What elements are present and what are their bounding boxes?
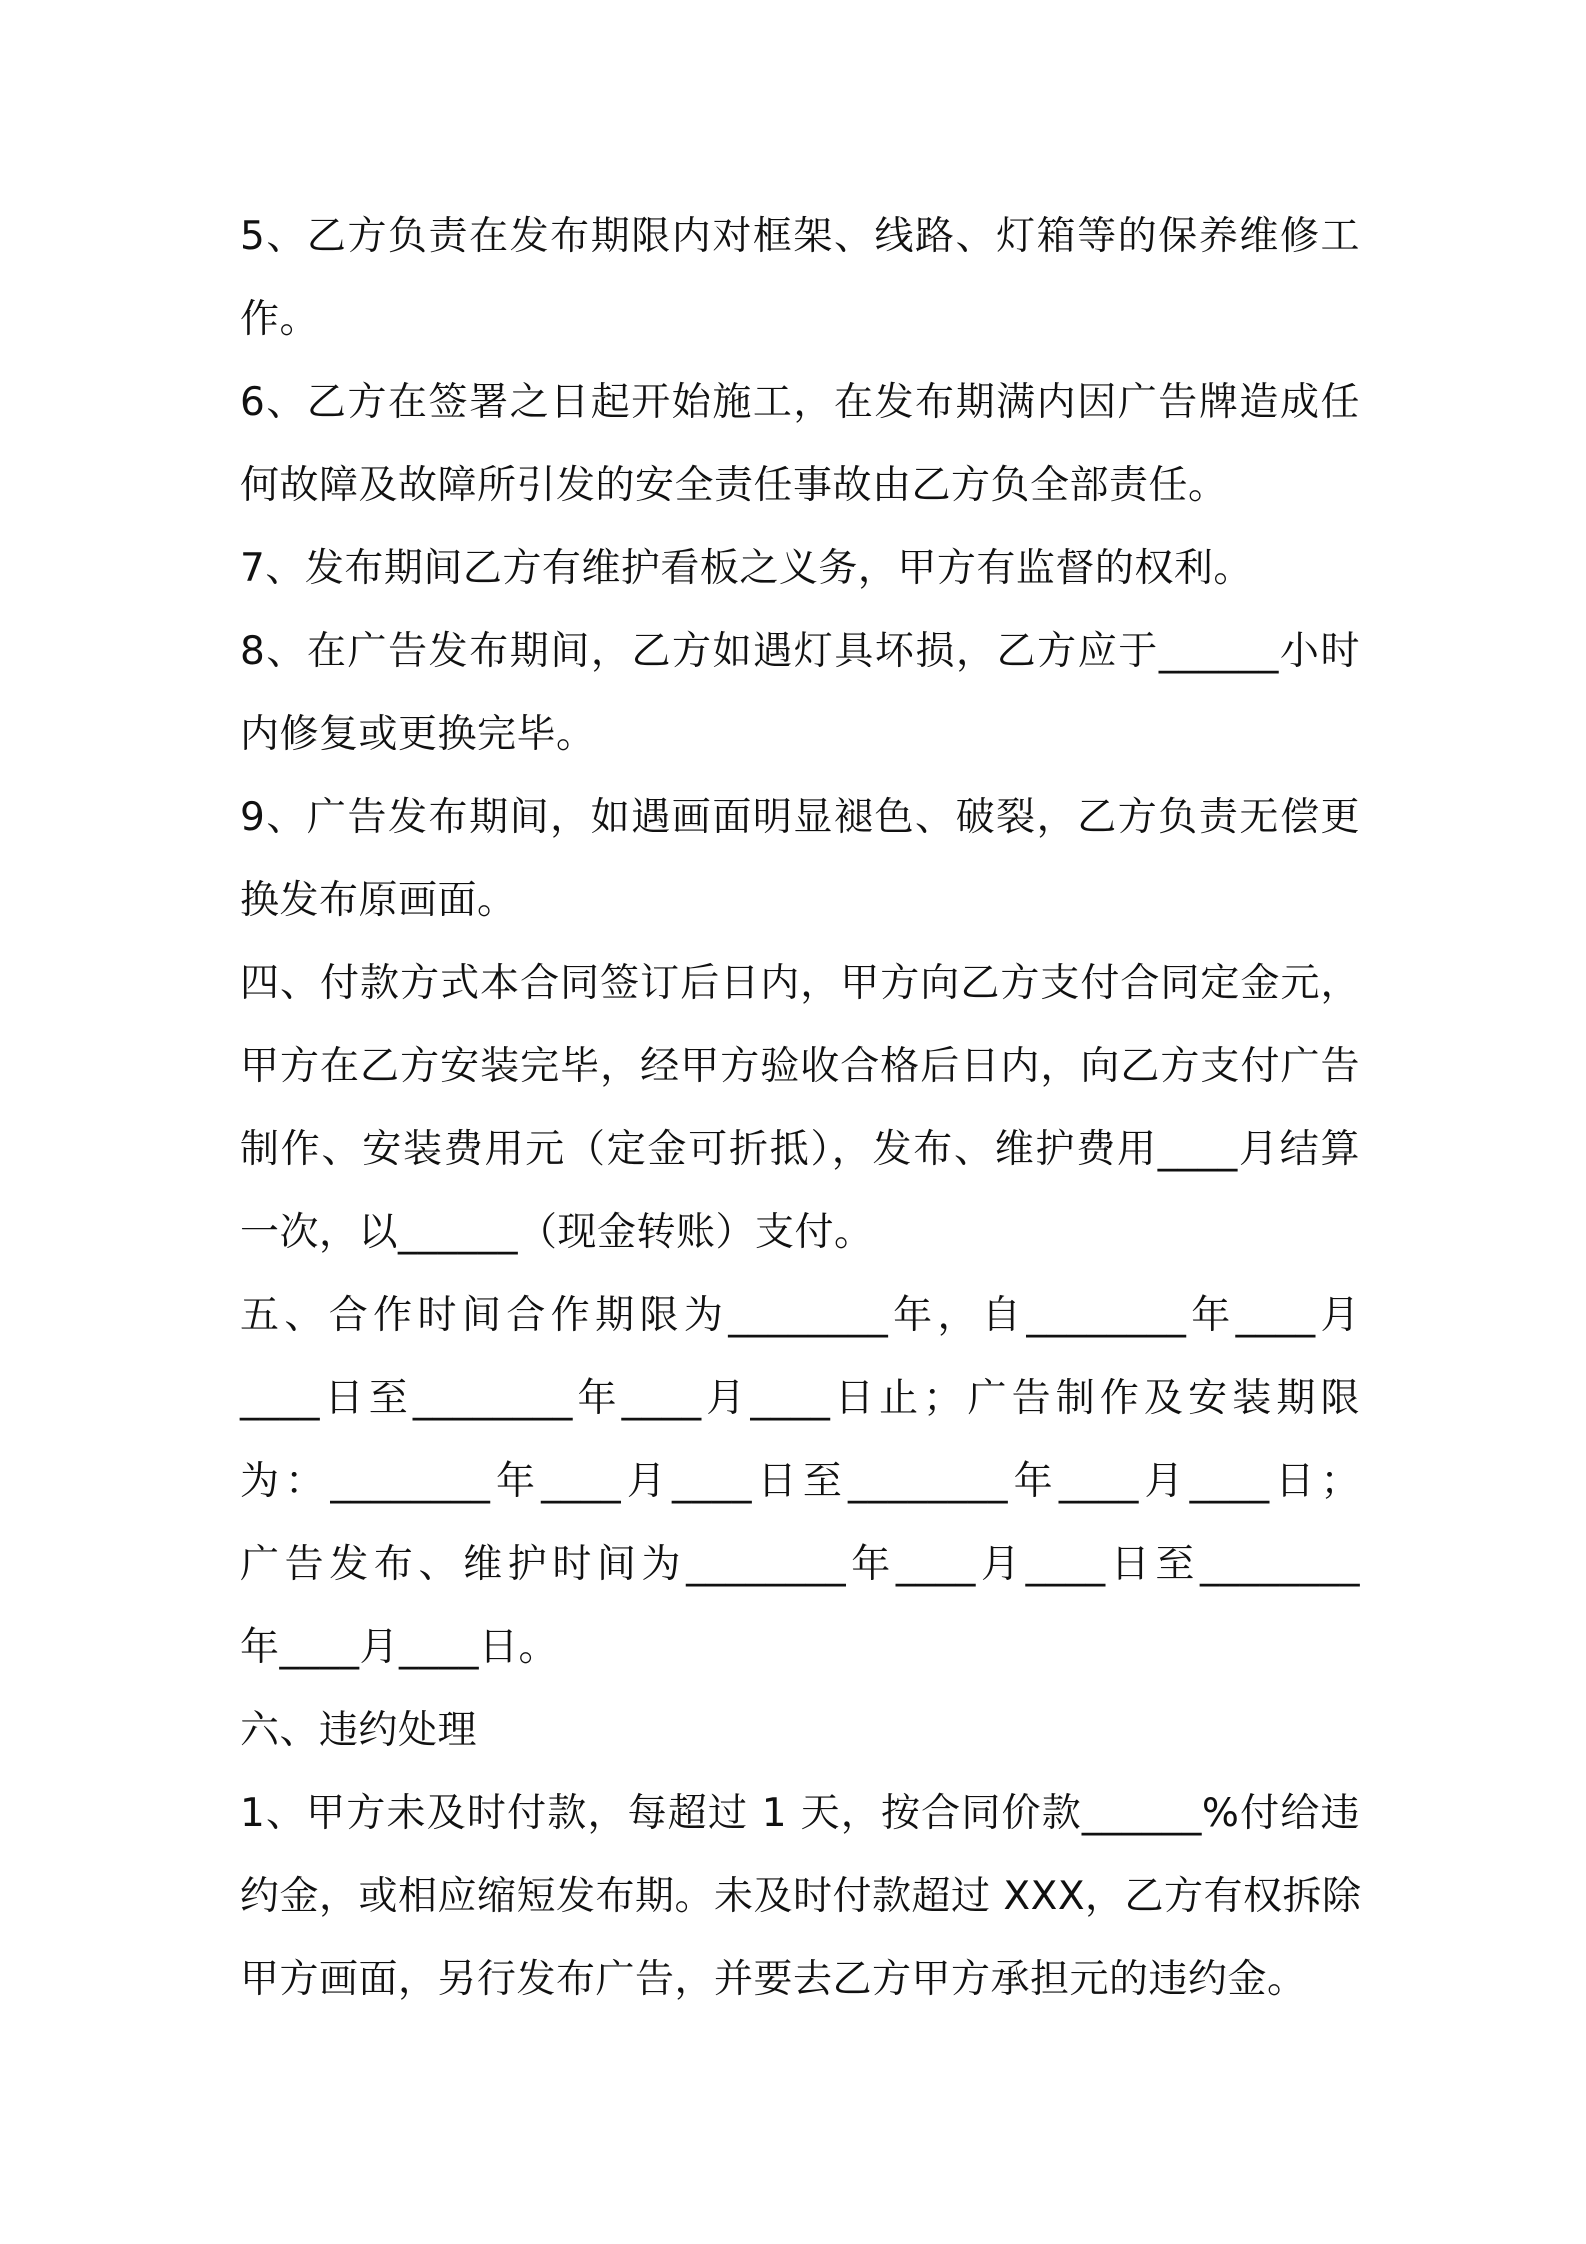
paragraph-line: 为：________年____月____日至________年____月____日； xyxy=(240,1459,1360,1504)
paragraph-line: 制作、安装费用元（定金可折抵），发布、维护费用____月结算 xyxy=(240,1127,1360,1172)
paragraph-line: 内修复或更换完毕。 xyxy=(240,712,596,757)
paragraph-line: 6、乙方在签署之日起开始施工，在发布期满内因广告牌造成任 xyxy=(240,380,1360,425)
paragraph-line: 约金，或相应缩短发布期。未及时付款超过 XXX，乙方有权拆除 xyxy=(240,1874,1362,1919)
paragraph-line: 四、付款方式本合同签订后日内，甲方向乙方支付合同定金元， xyxy=(240,961,1360,1006)
paragraph-line: 何故障及故障所引发的安全责任事故由乙方负全部责任。 xyxy=(240,463,1228,508)
document-body xyxy=(240,195,1360,2021)
paragraph-line: 1、甲方未及时付款，每超过 1 天，按合同价款______%付给违 xyxy=(240,1791,1360,1836)
paragraph-line: 甲方画面，另行发布广告，并要去乙方甲方承担元的违约金。 xyxy=(240,1957,1307,2002)
paragraph-line: 五、合作时间合作期限为________年，自________年____月 xyxy=(240,1293,1360,1338)
paragraph-line: ____日至________年____月____日止；广告制作及安装期限 xyxy=(240,1376,1360,1421)
section-heading: 六、违约处理 xyxy=(240,1708,478,1753)
paragraph-line: 9、广告发布期间，如遇画面明显褪色、破裂，乙方负责无偿更 xyxy=(240,795,1360,840)
paragraph-line: 年____月____日。 xyxy=(240,1625,559,1670)
paragraph-line: 作。 xyxy=(240,297,320,342)
paragraph-line: 广告发布、维护时间为________年____月____日至________ xyxy=(240,1542,1360,1587)
paragraph-line: 5、乙方负责在发布期限内对框架、线路、灯箱等的保养维修工 xyxy=(240,214,1360,259)
paragraph-line: 换发布原画面。 xyxy=(240,878,517,923)
paragraph-line: 一次，以______（现金转账）支付。 xyxy=(240,1210,874,1255)
paragraph-line: 甲方在乙方安装完毕，经甲方验收合格后日内，向乙方支付广告 xyxy=(240,1044,1360,1089)
paragraph-line: 8、在广告发布期间，乙方如遇灯具坏损，乙方应于______小时 xyxy=(240,629,1360,674)
paragraph-line: 7、发布期间乙方有维护看板之义务，甲方有监督的权利。 xyxy=(240,546,1253,591)
